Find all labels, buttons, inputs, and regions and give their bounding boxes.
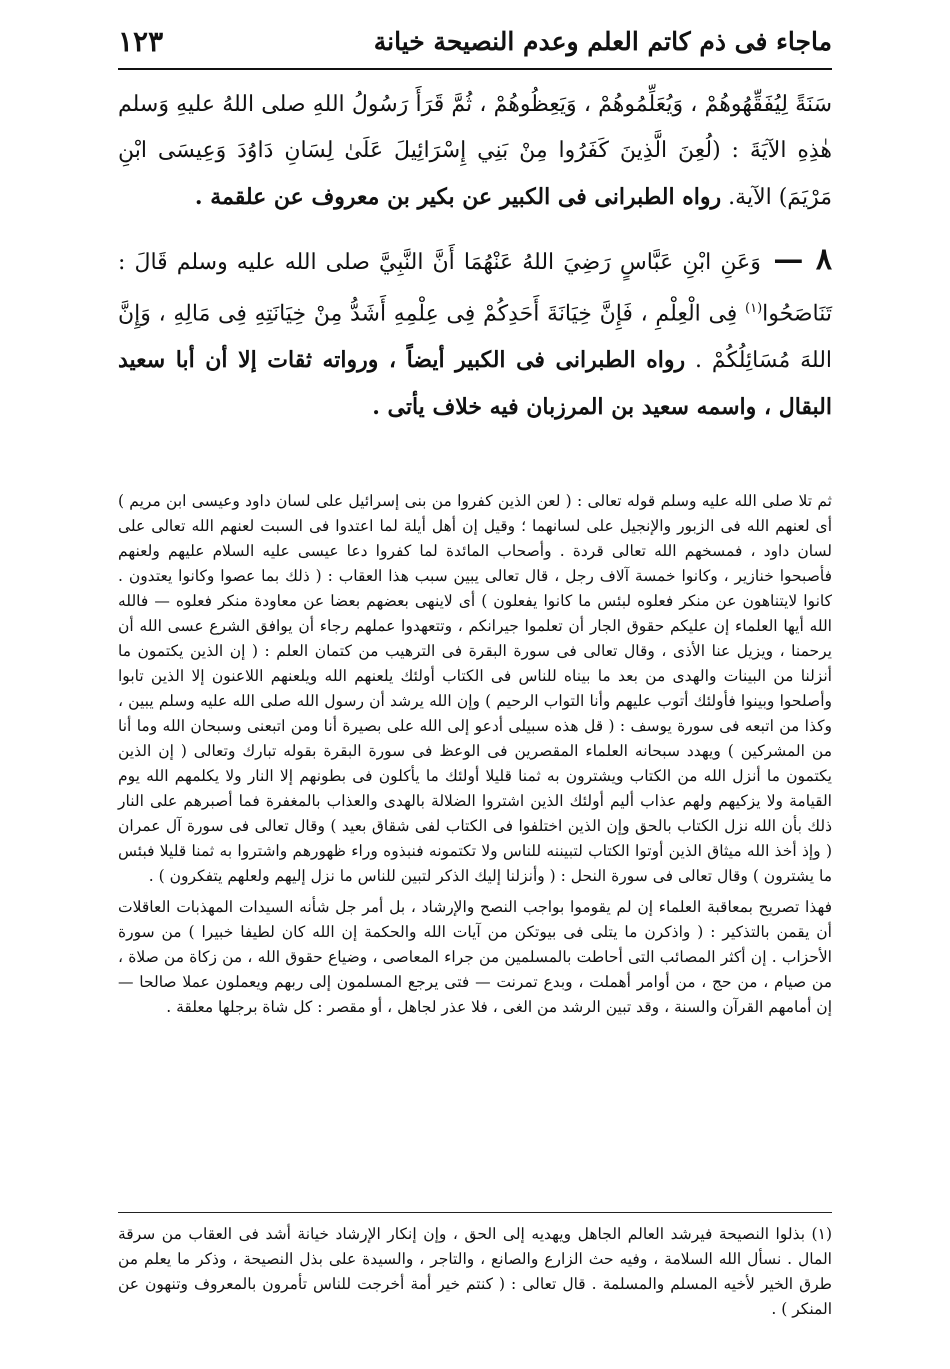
page-number: ١٢٣: [118, 24, 164, 58]
footnote: [118, 1222, 832, 1322]
hadith-8: [118, 237, 832, 431]
hadith-number: ٨: [815, 242, 832, 277]
hadith-8-text: وَعَنِ ابْنِ عَبَّاسٍ رَضِيَ اللهُ عَنْهُمَا أَنَّ النَّبِيَّ صلى الله عليه وسلم قَالَ : تَنَاصَحُوا: [118, 250, 832, 327]
hadith-number-dash: —: [760, 242, 816, 277]
hadith-7-ending: [118, 82, 832, 221]
header-rule: [118, 68, 832, 70]
main-text: [118, 82, 832, 431]
commentary-paragraph: ثم تلا صلى الله عليه وسلم قوله تعالى : ( لعن الذين كفروا من بنى إسرائيل على لسان داود وعيسى ابن مريم ) أى لعنهم الله فى الزبور والإنجيل على لسانهما ؛ وقيل إن أهل أيلة لما اعتدوا فى السبت لعنهم الله تعالى على لسان داود ، فمسخهم الله تعالى قردة . وأصحاب المائدة لما كفروا دعا عيسى عليه السلام عليهم ولعنهم فأصبحوا خنازير ، وكانوا خمسة آلاف رجل ، قال تعالى يبين سبب هذا العقاب : ( ذلك بما عصوا وكانوا يعتدون . كانوا لايتناهون عن منكر فعلوه لبئس ما كانوا يفعلون ) أى لاينهى بعضهم بعضا عن معاودة منكر فعلوه — فالله الله أيها العلماء إن عليكم حقوق الجار أن تعلموا جيرانكم ، وتتعهدوا عملهم رجاء أن يوافق الشرع عسى الله أن يرحمنا ، ويزيل عنا الأذى ، وقال تعالى فى سورة البقرة فى الترهيب من كتمان العلم : ( إن الذين يكتمون ما أنزلنا من البينات والهدى من بعد ما بيناه للناس فى الكتاب أولئك يلعنهم الله ويلعنهم اللاعنون إلا الذين تابوا وأصلحوا وبينوا فأولئك أتوب عليهم وأنا التواب الرحيم ) وإن الله يرشد أن رسول الله صلى الله عليه وسلم يبين ، وكذا من اتبعه فى سورة يوسف : ( قل هذه سبيلى أدعو إلى الله على بصيرة أنا ومن اتبعنى وسبحان الله وما أنا من المشركين ) ويهدد سبحانه العلماء المقصرين فى الوعظ فى سورة البقرة بقوله تبارك وتعالى ( إن الذين يكتمون ما أنزل الله من الكتاب ويشترون به ثمنا قليلا أولئك ما يأكلون فى بطونهم إلا النار ولا يكلمهم الله يوم القيامة ولا يزكيهم ولهم عذاب أليم أولئك الذين اشتروا الضلالة بالهدى والعذاب بالمغفرة فما أصبرهم على النار ذلك بأن الله نزل الكتاب بالحق وإن الذين اختلفوا فى الكتاب لفى شقاق بعيد ) وقال تعالى فى سورة آل عمران ( وإذ أخذ الله ميثاق الذين أوتوا الكتاب لتبيننه للناس ولا تكتمونه فنبذوه وراء ظهورهم واشتروا به ثمنا قليلا فبئس ما يشترون ) وقال تعالى فى سورة النحل : ( وأنزلنا إليك الذكر لتبين للناس ما نزل إليهم ولعلهم يتفكرون ) .: [118, 492, 832, 885]
running-title: ماجاء فى ذم كاتم العلم وعدم النصيحة خيانة: [373, 26, 832, 56]
footnote-rule: [118, 1212, 832, 1213]
page-header: [118, 18, 832, 64]
footnote-marker: (١): [745, 301, 763, 316]
hadith-8-source: رواه الطبرانى فى الكبير أيضاً ، ورواته ثقات إلا أن أبا سعيد البقال ، واسمه سعيد بن المرزبان فيه خلاف يأتى .: [118, 347, 832, 421]
commentary: [118, 489, 832, 1020]
hadith-8-text-continued: فِى الْعِلْمِ ، فَإِنَّ خِيَانَةَ أَحَدِكُمْ فِى عِلْمِهِ أَشَدُّ مِنْ خِيَانَتِهِ فِى مَالِهِ ، وَإِنَّ اللهَ مُسَائِلُكُمْ .: [118, 301, 833, 374]
commentary-paragraph: فهذا تصريح بمعاقبة العلماء إن لم يقوموا بواجب النصح والإرشاد ، بل أمر جل شأنه السيدات المهذبات العاقلات أن يقمن بالتذكير : ( واذكرن ما يتلى فى بيوتكن من آيات الله والحكمة إن الله كان لطيفا خبيرا ) من سورة الأحزاب . إن أكثر المصائب التى أحاطت بالمسلمين من جراء المعاصى ، وضياع حقوق الله ، من زكاة من صلاة ، من صيام ، من حج ، من أوامر أهملت ، وبدع تمرنت — فتى يرجع المسلمون إلى ربهم ويعملون عملا صالحا — إن أمامهم القرآن والسنة ، وقد تبين الرشد من الغى ، فلا عذر لجاهل ، أو مقصر : كل شاة برجلها معلقة .: [118, 898, 832, 1016]
footnote-text: (١) بذلوا النصيحة فيرشد العالم الجاهل ويهديه إلى الحق ، وإن إنكار الإرشاد خيانة أشد فى العقاب من سرقة المال . نسأل الله السلامة ، وفيه حث الزارع والصانع ، والتاجر ، والسيدة على بذل النصيحة ، وذكر ما يعلم من طرق الخير لأخيه المسلم والمسلمة . قال تعالى : ( كنتم خير أمة أخرجت للناس تأمرون بالمعروف وتنهون عن المنكر ) .: [118, 1225, 832, 1318]
hadith-7-source: رواه الطبرانى فى الكبير عن بكير بن معروف عن علقمة .: [194, 184, 722, 210]
hadith-7-text: سَنَةً لِيُفَقِّهُوهُمْ ، وَيُعَلِّمُوهُمْ ، وَيَعِظُوهُمْ ، ثُمَّ قَرَأَ رَسُولُ اللهِ صلى اللهُ عليهِ وَسلم هٰذِهِ الآيَةَ : (لُعِنَ الَّذِينَ كَفَرُوا مِنْ بَنِي إِسْرَائِيلَ عَلَىٰ لِسَانِ دَاوُدَ وَعِيسَى ابْنِ مَرْيَمَ) الآية.: [118, 92, 832, 210]
